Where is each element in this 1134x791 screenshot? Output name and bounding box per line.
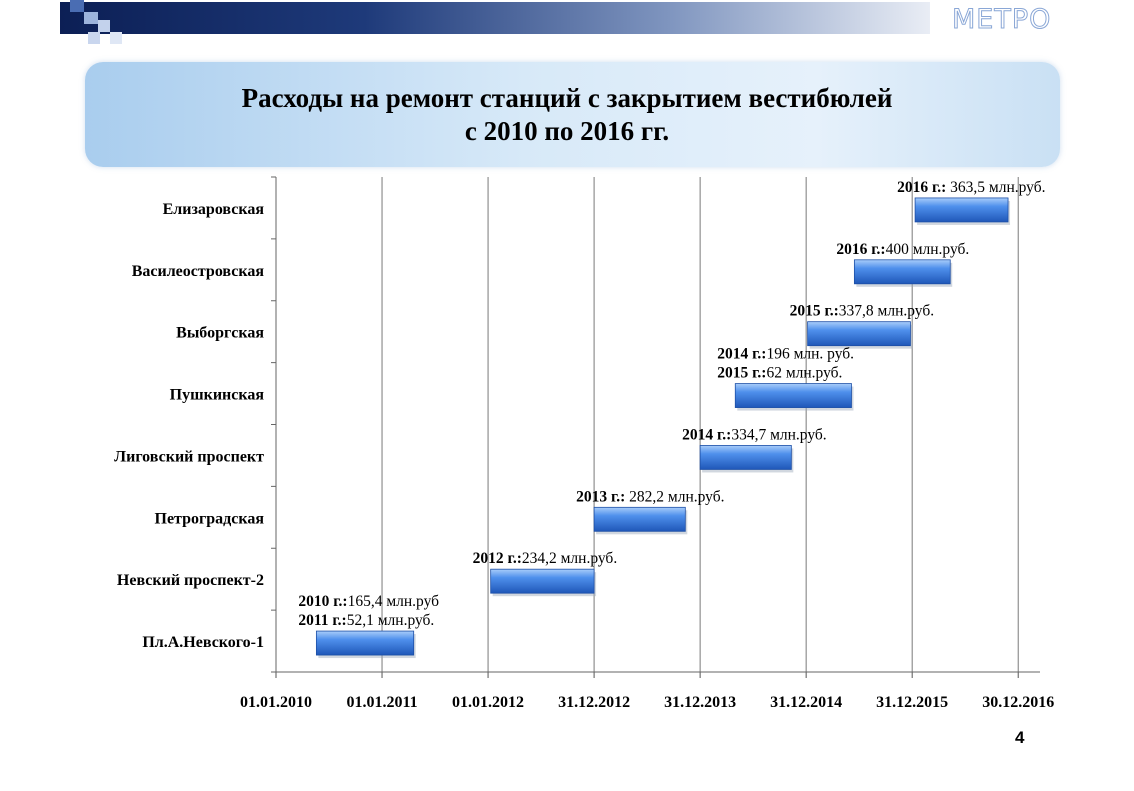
gantt-bar <box>316 631 413 655</box>
page-number: 4 <box>1015 728 1025 747</box>
cost-annotation <box>682 426 827 443</box>
cost-value: 165,4 млн.руб <box>347 593 440 611</box>
cost-value: 196 млн. руб. <box>766 345 855 363</box>
cost-annotation <box>473 550 618 567</box>
gantt-bar <box>808 322 911 346</box>
y-category-label: Невский проспект-2 <box>116 572 264 590</box>
metro-logo: МЕТРО <box>952 4 1052 35</box>
x-tick-label: 01.01.2011 <box>346 694 418 711</box>
gantt-bar <box>594 507 685 531</box>
x-tick-label: 01.01.2012 <box>452 694 525 711</box>
gantt-bar <box>915 198 1008 222</box>
cost-value: 282,2 млн.руб. <box>625 488 725 506</box>
cost-value: 363,5 млн.руб. <box>946 178 1046 196</box>
y-category-label: Пушкинская <box>169 386 264 404</box>
cost-annotation <box>897 179 1045 196</box>
x-tick-label: 31.12.2012 <box>558 694 631 711</box>
title-line-2: с 2010 по 2016 гг. <box>464 116 670 146</box>
cost-annotation <box>298 593 439 610</box>
title-line-1: Расходы на ремонт станций с закрытием вестибюлей <box>241 83 893 113</box>
y-category-label: Выборгская <box>176 324 264 342</box>
cost-year: 2016 г.: <box>897 178 947 196</box>
cost-value: 334,7 млн.руб. <box>731 426 827 444</box>
y-category-label: Лиговский проспект <box>114 448 264 466</box>
cost-value: 62 млн.руб. <box>766 364 843 382</box>
cost-annotation <box>717 346 854 363</box>
cost-year: 2014 г.: <box>682 426 732 444</box>
cost-annotation <box>298 612 434 629</box>
cost-annotation <box>576 488 724 505</box>
gantt-bar <box>491 569 594 593</box>
cost-value: 400 млн.руб. <box>885 240 970 258</box>
x-tick-label: 31.12.2014 <box>770 694 843 711</box>
gantt-bar <box>735 384 851 408</box>
y-category-label: Пл.А.Невского-1 <box>142 634 264 652</box>
cost-value: 234,2 млн.руб. <box>521 550 618 568</box>
y-category-label: Петроградская <box>154 510 264 528</box>
x-tick-label: 30.12.2016 <box>982 694 1055 711</box>
gantt-bar <box>854 260 950 284</box>
cost-year: 2012 г.: <box>472 550 522 568</box>
cost-year: 2014 г.: <box>717 345 767 363</box>
cost-year: 2010 г.: <box>298 593 348 611</box>
x-tick-label: 31.12.2015 <box>876 694 949 711</box>
cost-annotation <box>836 241 969 258</box>
gantt-bar <box>700 445 791 469</box>
y-category-label: Елизаровская <box>162 200 264 218</box>
cost-year: 2015 г.: <box>789 302 839 320</box>
cost-annotation <box>790 303 935 320</box>
y-category-label: Василеостровская <box>131 262 264 280</box>
cost-annotation <box>717 365 842 382</box>
cost-value: 52,1 млн.руб. <box>346 612 435 630</box>
cost-year: 2011 г.: <box>298 612 347 630</box>
cost-year: 2016 г.: <box>836 240 886 258</box>
x-tick-label: 31.12.2013 <box>664 694 737 711</box>
cost-year: 2013 г.: <box>576 488 626 506</box>
cost-value: 337,8 млн.руб. <box>838 302 935 320</box>
cost-year: 2015 г.: <box>717 364 767 382</box>
x-tick-label: 01.01.2010 <box>240 694 312 711</box>
